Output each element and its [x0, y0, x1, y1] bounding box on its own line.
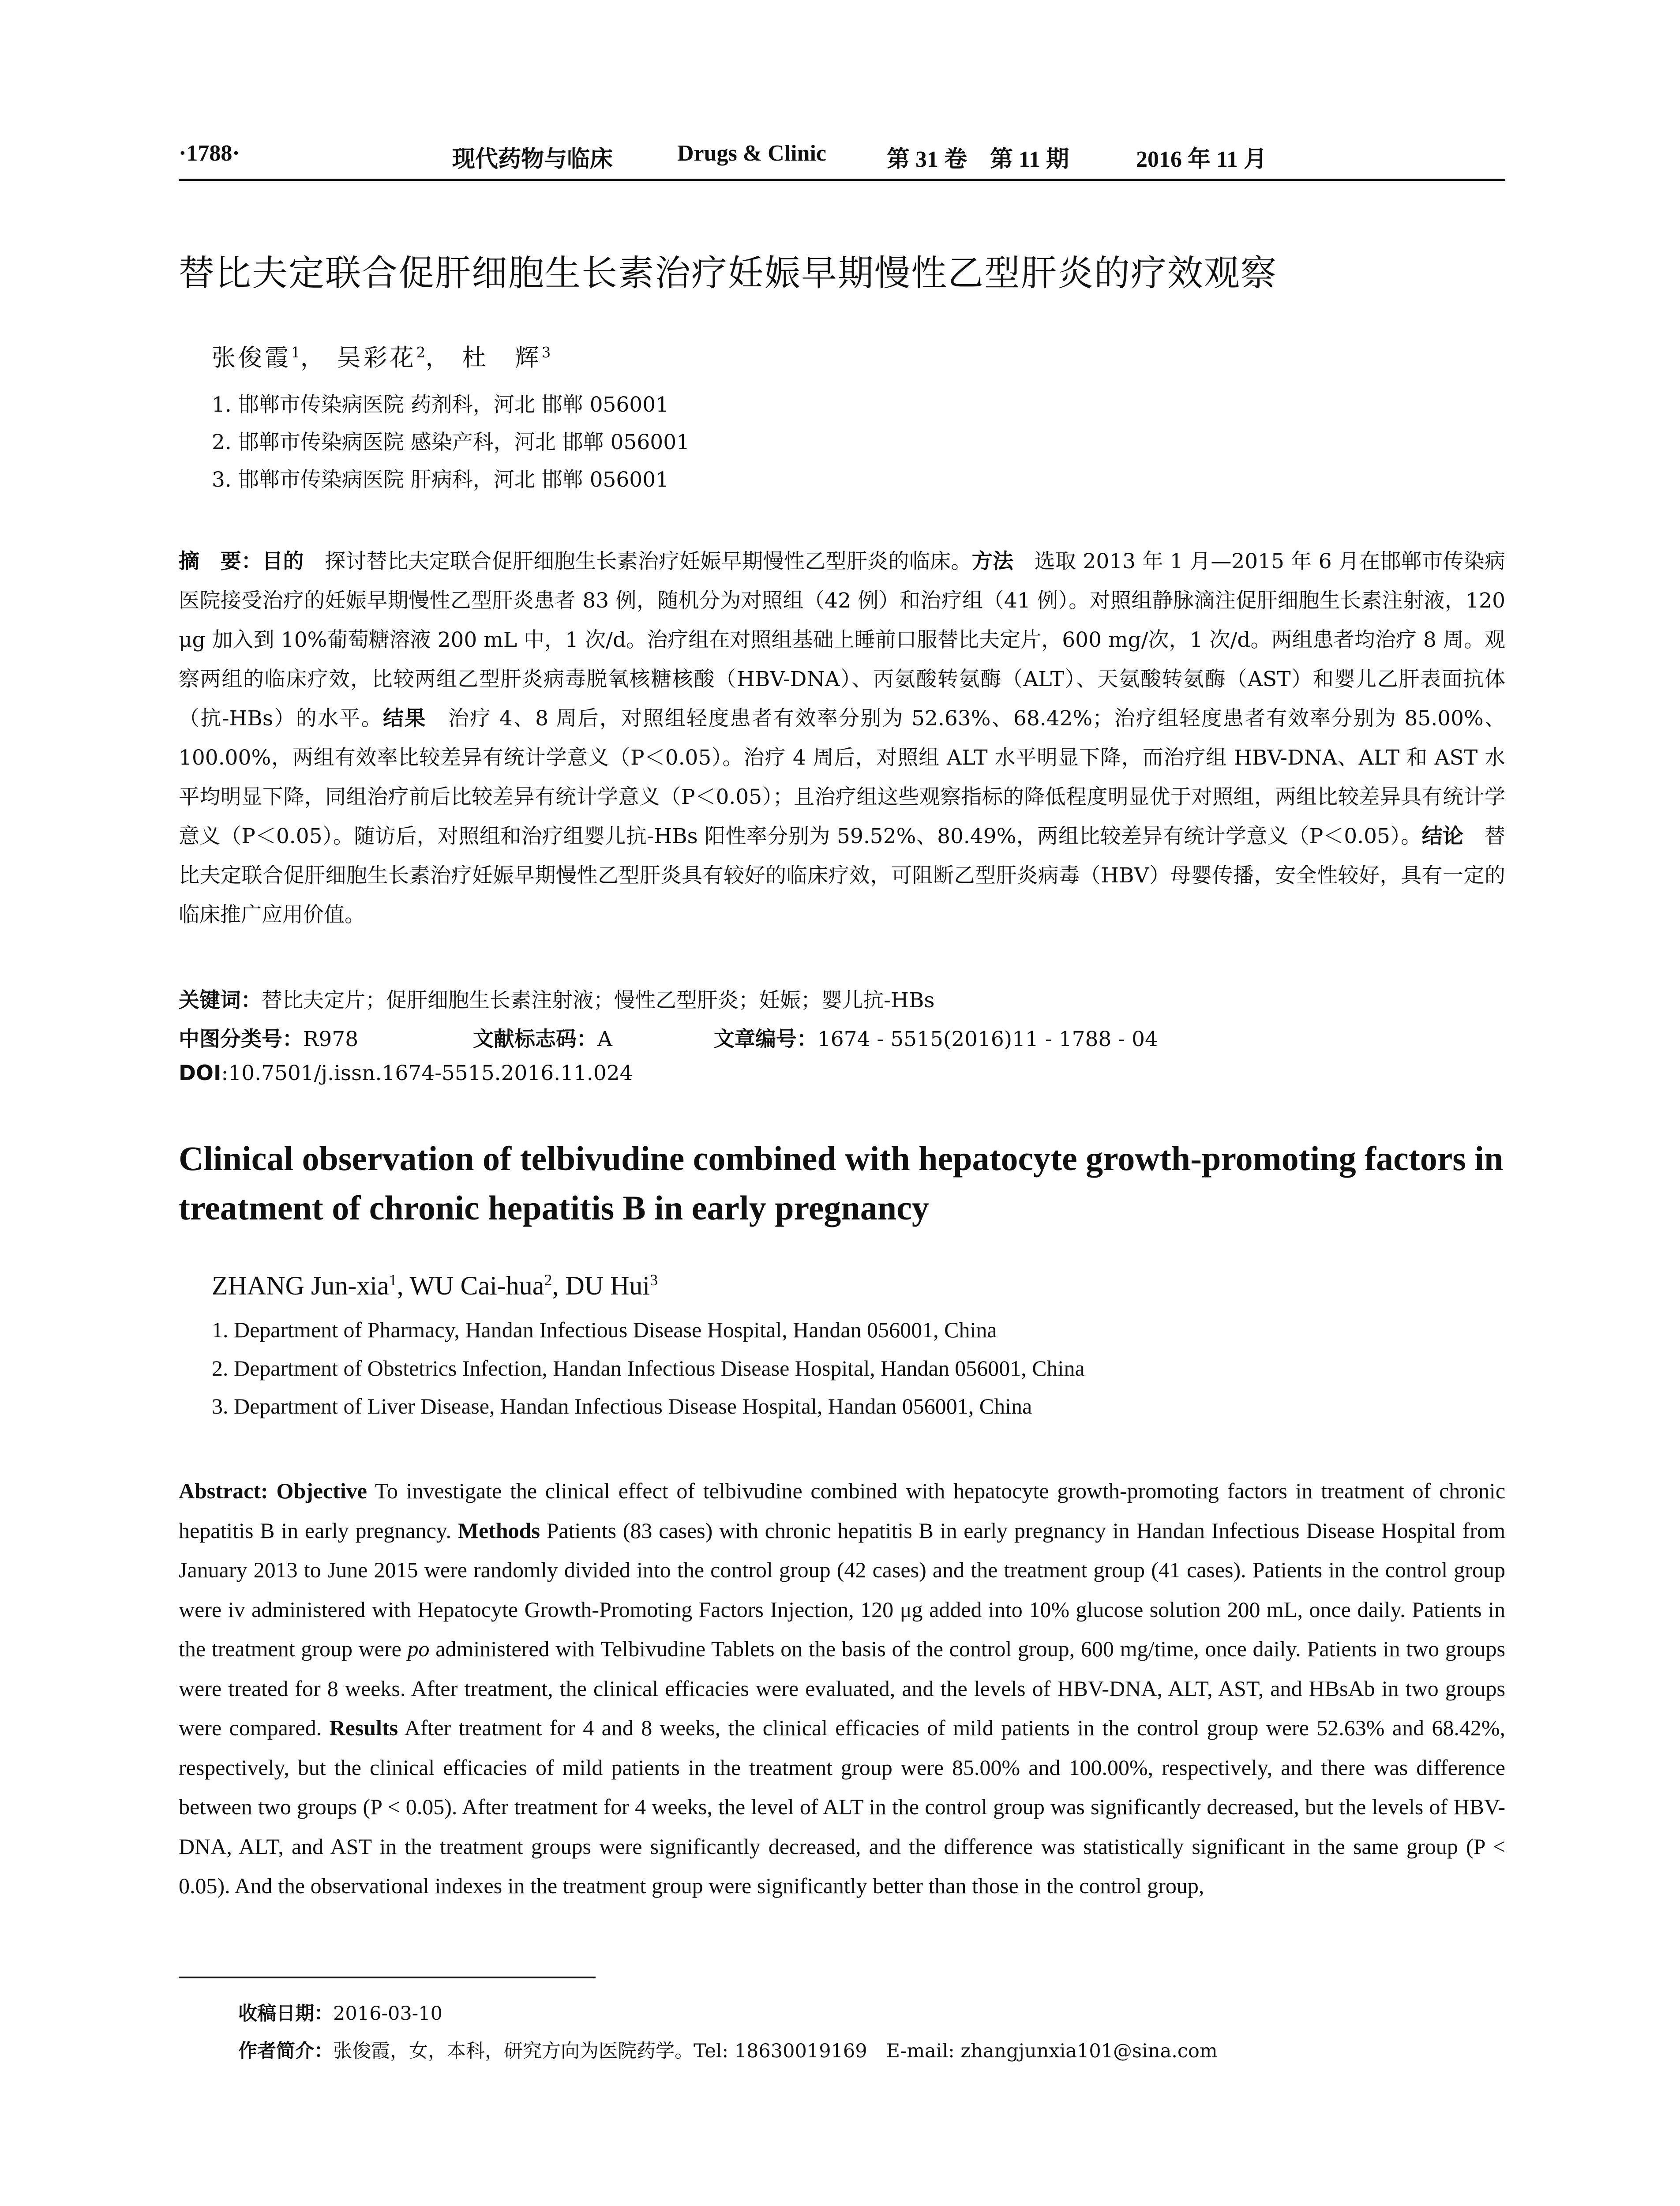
results-label: 结果: [382, 706, 427, 731]
article-number-label: 文章编号：: [713, 1027, 818, 1051]
received-date: [238, 1999, 442, 2026]
chinese-authors: 张俊霞$^1$， 吴彩花$^2$， 杜 辉$^3$: [212, 344, 551, 371]
received-value: 2016-03-10: [333, 2003, 442, 2025]
results-text: 治疗 4、8 周后，对照组轻度患者有效率分别为 52.63%、68.42%；治疗组轻度患者有效率分别为 85.00%、100.00%，两组有效率比较差异有统计学意义（P＜0.05）。治疗 4 周后，对照组 ALT 水平明显下降，而治疗组 HBV-DNA、ALT 和 AST 水平均明显下降，同组治疗前后比较差异有统计学意义（P＜0.05）；且治疗组这些观察指标的降低程度明显优于对照组，两组比较差异具有统计学意义（P＜0.05）。随访后，对照组和治疗组婴儿抗-HBs 阳性率分别为 59.52%、80.49%，两组比较差异有统计学意义（P＜0.05）。: [179, 706, 1505, 848]
author-name: DU Hui: [565, 1271, 650, 1300]
author-name: 杜 辉: [462, 344, 542, 371]
chinese-abstract: [179, 542, 1505, 934]
document-code-label: 文献标志码：: [473, 1027, 598, 1051]
keywords-label: 关键词：: [179, 988, 262, 1013]
author-name: 吴彩花: [337, 344, 416, 371]
author-affiliation-mark: 1: [291, 344, 300, 361]
chinese-affiliation-2: 2. 邯郸市传染病医院 感染产科，河北 邯郸 056001: [212, 430, 690, 454]
footnote-rule: [179, 1977, 596, 1978]
article-number-value: 1674 - 5515(2016)11 - 1788 - 04: [817, 1027, 1158, 1051]
author-affiliation-mark: 1: [389, 1271, 397, 1289]
objective-label: Objective: [276, 1478, 367, 1503]
english-affiliation-2: 2. Department of Obstetrics Infection, Handan Infectious Disease Hospital, Handan 056001, China: [212, 1356, 1085, 1381]
author-affiliation-mark: 2: [544, 1271, 552, 1289]
journal-name-en: Drugs & Clinic: [677, 141, 826, 166]
chinese-affiliation-1: 1. 邯郸市传染病医院 药剂科，河北 邯郸 056001: [212, 393, 669, 417]
author-bio: [238, 2036, 1218, 2063]
results-text: After treatment for 4 and 8 weeks, the clinical efficacies of mild patients in the control group were 52.63% and 68.42%, respectively, but the clinical efficacies of mild patients in the treatment group were 85.00% and 100.00%, respectively, and there was difference between two groups (P < 0.05). After treatment for 4 weeks, the level of ALT in the control group was significantly decreased, but the levels of HBV-DNA, ALT, and AST in the treatment groups were significantly decreased, and the difference was statistically significant in the same group (P < 0.05). And the observational indexes in the treatment group were significantly better than those in the control group,: [179, 1715, 1505, 1898]
clc-value: R978: [303, 1027, 359, 1051]
classification-line: [179, 1023, 1158, 1052]
journal-date: 2016 年 11 月: [1136, 147, 1267, 172]
chinese-affiliation-3: 3. 邯郸市传染病医院 肝病科，河北 邯郸 056001: [212, 468, 669, 492]
objective-text: To investigate the clinical effect of telbivudine combined with hepatocyte growth-promoting factors in treatment of chronic hepatitis B in early pregnancy.: [179, 1478, 1506, 1543]
chinese-title: 替比夫定联合促肝细胞生长素治疗妊娠早期慢性乙型肝炎的疗效观察: [179, 253, 1278, 294]
author-affiliation-mark: 3: [541, 344, 551, 361]
abstract-label: 摘 要：: [179, 549, 262, 574]
doi-value: :10.7501/j.issn.1674-5515.2016.11.024: [221, 1061, 633, 1085]
doi-label: DOI: [179, 1061, 221, 1085]
running-header: [179, 140, 1505, 176]
methods-label: 方法: [971, 549, 1014, 574]
methods-text: 选取 2013 年 1 月—2015 年 6 月在邯郸市传染病医院接受治疗的妊娠早期慢性乙型肝炎患者 83 例，随机分为对照组（42 例）和治疗组（41 例）。对照组静脉滴注促肝细胞生长素注射液，120 μg 加入到 10%葡萄糖溶液 200 mL 中，1 次/d。治疗组在对照组基础上睡前口服替比夫定片，600 mg/次，1 次/d。两组患者均治疗 8 周。观察两组的临床疗效，比较两组乙型肝炎病毒脱氧核糖核酸（HBV-DNA）、丙氨酸转氨酶（ALT）、天氨酸转氨酶（AST）和婴儿乙肝表面抗体（抗-HBs）的水平。: [179, 549, 1506, 731]
document-code-value: A: [597, 1027, 612, 1051]
received-label: 收稿日期：: [238, 2003, 333, 2025]
objective-label: 目的: [262, 549, 304, 574]
clc-label: 中图分类号：: [179, 1027, 303, 1051]
author-name: ZHANG Jun-xia: [212, 1271, 389, 1300]
author-affiliation-mark: 3: [650, 1271, 658, 1289]
page-number: ·1788·: [179, 141, 240, 166]
objective-text: 探讨替比夫定联合促肝细胞生长素治疗妊娠早期慢性乙型肝炎的临床。: [304, 549, 972, 574]
author-affiliation-mark: 2: [416, 344, 426, 361]
doi-line: [179, 1061, 633, 1085]
author-name: 张俊霞: [212, 344, 291, 371]
methods-text: Patients (83 cases) with chronic hepatitis B in early pregnancy in Handan Infectious Disease Hospital from January 2013 to June 2015 were randomly divided into the control group (42 cases) and the treatment group (41 cases). Patients in the control group were iv administered with Hepatocyte Growth-Promoting Factors Injection, 120 μg added into 10% glucose solution 200 mL, once daily. Patients in the treatment group were: [179, 1518, 1505, 1661]
methods-label: Methods: [458, 1518, 540, 1543]
journal-name-cn: 现代药物与临床: [452, 146, 613, 173]
results-label: Results: [329, 1715, 398, 1740]
conclusion-text: 替比夫定联合促肝细胞生长素治疗妊娠早期慢性乙型肝炎具有较好的临床疗效，可阻断乙型肝炎病毒（HBV）母婴传播，安全性较好，具有一定的临床推广应用价值。: [179, 824, 1506, 927]
methods-text-continued: administered with Telbivudine Tablets on the basis of the control group, 600 mg/time, once daily. Patients in two groups were treated for 8 weeks. After treatment, the clinical efficacies were evaluated, and the levels of HBV-DNA, ALT, AST, and HBsAb in two groups were compared.: [179, 1636, 1505, 1740]
english-title: Clinical observation of telbivudine combined with hepatocyte growth-promoting factors in treatment of chronic hepatitis B in early pregnancy: [179, 1139, 1504, 1227]
abstract-label: Abstract:: [179, 1478, 268, 1503]
author-bio-text: 张俊霞，女，本科，研究方向为医院药学。Tel: 18630019169 E-mail: zhangjunxia101@sina.com: [333, 2040, 1218, 2062]
chinese-keywords: [179, 984, 935, 1013]
conclusion-label: 结论: [1421, 824, 1464, 848]
english-affiliation-1: 1. Department of Pharmacy, Handan Infectious Disease Hospital, Handan 056001, China: [212, 1317, 997, 1342]
header-rule: [179, 179, 1505, 181]
english-abstract: [179, 1471, 1505, 1906]
english-authors: ZHANG Jun-xia$^1$, WU Cai-hua$^2$, DU Hui$^3$: [212, 1271, 658, 1300]
english-affiliation-3: 3. Department of Liver Disease, Handan Infectious Disease Hospital, Handan 056001, China: [212, 1394, 1032, 1418]
keywords-text: 替比夫定片；促肝细胞生长素注射液；慢性乙型肝炎；妊娠；婴儿抗-HBs: [262, 988, 935, 1013]
route-abbreviation: po: [407, 1636, 430, 1661]
journal-volume-issue: 第 31 卷 第 11 期: [887, 147, 1069, 172]
author-bio-label: 作者简介：: [238, 2040, 333, 2062]
author-name: WU Cai-hua: [409, 1271, 544, 1300]
